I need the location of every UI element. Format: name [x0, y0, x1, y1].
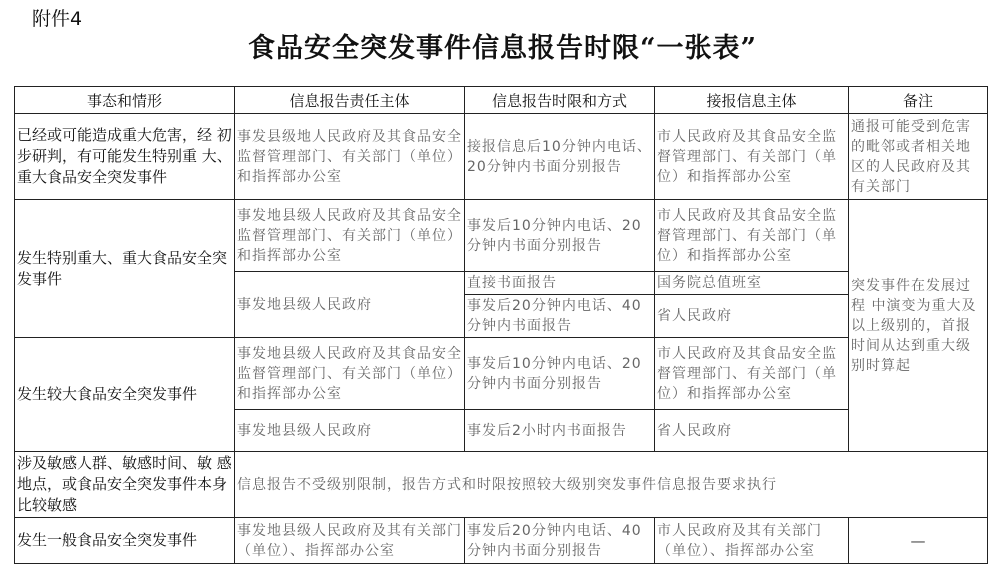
timing-cell: 直接书面报告 [465, 272, 655, 295]
responsible-cell: 事发地县级人民政府及其有关部门（单位）、指挥部办公室 [235, 518, 465, 564]
timing-cell: 事发后20分钟内电话、40分钟内书面报告 [465, 295, 655, 338]
timing-cell: 事发后10分钟内电话、20分钟内书面分别报告 [465, 338, 655, 410]
note-cell: 信息报告不受级别限制，报告方式和时限按照较大级别突发事件信息报告要求执行 [235, 452, 988, 518]
col-header-responsible: 信息报告责任主体 [235, 87, 465, 114]
timing-cell: 事发后20分钟内电话、40分钟内书面分别报告 [465, 518, 655, 564]
table-row [15, 338, 988, 410]
situation-cell: 已经或可能造成重大危害，经 初步研判，有可能发生特别重 大、重大食品安全突发事件 [15, 114, 235, 200]
situation-cell: 发生一般食品安全突发事件 [15, 518, 235, 564]
remark-cell: — [849, 518, 988, 564]
receiver-cell: 市人民政府及其食品安全监督管理部门、有关部门（单位）和指挥部办公室 [655, 114, 849, 200]
page-title: 食品安全突发事件信息报告时限“一张表” [247, 33, 758, 64]
situation-cell: 涉及敏感人群、敏感时间、敏 感地点，或食品安全突发事件本身比较敏感 [15, 452, 235, 518]
receiver-cell: 市人民政府及其有关部门（单位）、指挥部办公室 [655, 518, 849, 564]
remark-cell: 突发事件在发展过程 中演变为重大及以上级别的，首报时间从达到重大级别时算起 [849, 200, 988, 452]
responsible-cell: 事发地县级人民政府 [235, 272, 465, 338]
table-row [15, 200, 988, 272]
col-header-timing: 信息报告时限和方式 [465, 87, 655, 114]
report-time-limit-table [14, 86, 988, 564]
table-row [15, 452, 988, 518]
situation-cell: 发生特别重大、重大食品安全突发事件 [15, 200, 235, 338]
timing-cell: 接报信息后10分钟内电话、20分钟内书面分别报告 [465, 114, 655, 200]
col-header-receiver: 接报信息主体 [655, 87, 849, 114]
annex-label: 附件4 [32, 8, 83, 30]
col-header-remark: 备注 [849, 87, 988, 114]
col-header-situation: 事态和情形 [15, 87, 235, 114]
responsible-cell: 事发地县级人民政府及其食品安全监督管理部门、有关部门（单位）和指挥部办公室 [235, 200, 465, 272]
timing-cell: 事发后2小时内书面报告 [465, 410, 655, 452]
responsible-cell: 事发地县级人民政府 [235, 410, 465, 452]
table-row [15, 114, 988, 200]
receiver-cell: 省人民政府 [655, 410, 849, 452]
receiver-cell: 国务院总值班室 [655, 272, 849, 295]
table-header-row [15, 87, 988, 114]
responsible-cell: 事发县级地人民政府及其食品安全监督管理部门、有关部门（单位）和指挥部办公室 [235, 114, 465, 200]
receiver-cell: 省人民政府 [655, 295, 849, 338]
timing-cell: 事发后10分钟内电话、20分钟内书面分别报告 [465, 200, 655, 272]
table-row [15, 518, 988, 564]
remark-cell: 通报可能受到危害的毗邻或者相关地区的人民政府及其有关部门 [849, 114, 988, 200]
situation-cell: 发生较大食品安全突发事件 [15, 338, 235, 452]
responsible-cell: 事发地县级人民政府及其食品安全监督管理部门、有关部门（单位）和指挥部办公室 [235, 338, 465, 410]
receiver-cell: 市人民政府及其食品安全监督管理部门、有关部门（单位）和指挥部办公室 [655, 200, 849, 272]
receiver-cell: 市人民政府及其食品安全监督管理部门、有关部门（单位）和指挥部办公室 [655, 338, 849, 410]
